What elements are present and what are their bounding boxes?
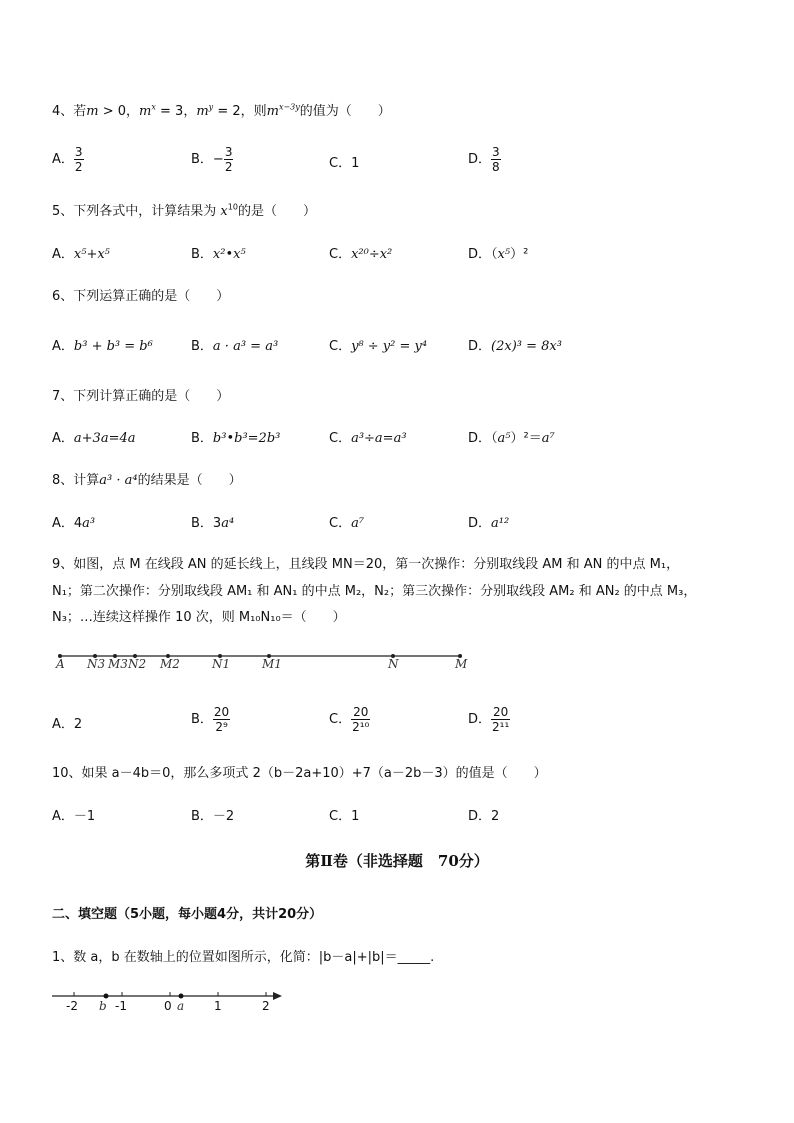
q7-option-c: C．a³÷a=a³	[329, 431, 407, 446]
q5-stem: 5、下列各式中，计算结果为 $x^{10}$的是（ ）	[52, 202, 316, 219]
q4-option-d: D． $\frac{3}{8}$	[468, 145, 500, 174]
q9-option-b: B． $\frac{20}{\text{2⁹}}$	[191, 705, 230, 734]
q9-segment-figure	[0, 640, 794, 680]
q7-stem: 7、下列计算正确的是（ ）	[52, 389, 230, 404]
section-2-title: 第Ⅱ卷（非选择题 70分）	[305, 852, 489, 870]
tick-label-0: 0	[164, 999, 172, 1013]
point-b-label: b	[99, 999, 107, 1013]
tick-label-neg1: -1	[115, 999, 127, 1013]
q8-option-a: A．4a³	[52, 516, 96, 531]
q8-option-d: D．a¹²	[468, 516, 510, 531]
q4-option-a: A． $\frac{3}{2}$	[52, 145, 83, 174]
tick-label-neg2: -2	[66, 999, 78, 1013]
q4-stem: 4、若m > 0，$m^x = 3$，$m^y = 2$，则$m^{x-3y}$的值为（ ）	[52, 102, 391, 119]
q5-option-c: C．x²⁰÷x²	[329, 247, 393, 262]
q6-option-b: B．a · a³ = a³	[191, 339, 279, 354]
q9-line-1: 9、如图，点 M 在线段 AN 的延长线上，且线段 MN＝20，第一次操作：分别取线段 AM 和 AN 的中点 M₁，	[52, 557, 680, 572]
q9-line-2: N₁；第二次操作：分别取线段 AM₁ 和 AN₁ 的中点 M₂，N₂；第三次操作：分别取线段 AM₂ 和 AN₂ 的中点 M₃，	[52, 584, 697, 599]
number-line-arrow	[273, 992, 282, 1000]
tick-label-2: 2	[262, 999, 270, 1013]
point-m2-label: M2	[160, 657, 180, 671]
fill-q1-stem: 1、数 a，b 在数轴上的位置如图所示，化简：|b－a|+|b|＝_____.	[52, 950, 435, 965]
q5-option-d: D．（x⁵）²	[468, 247, 529, 262]
q6-stem: 6、下列运算正确的是（ ）	[52, 289, 230, 304]
point-b-dot	[104, 994, 109, 999]
q4-option-c: C．1	[329, 156, 360, 171]
tick-label-1: 1	[214, 999, 222, 1013]
point-n2-label: N2	[128, 657, 147, 671]
q6-option-c: C．y⁸ ÷ y² = y⁴	[329, 339, 428, 354]
q10-option-a: A．－1	[52, 809, 96, 824]
q9-option-c: C． $\frac{20}{\text{2¹⁰}}$	[329, 705, 370, 734]
point-m1-label: M1	[262, 657, 282, 671]
q4-option-b: B．− $\frac{3}{2}$	[191, 145, 233, 174]
q5-option-b: B．x²•x⁵	[191, 247, 246, 262]
q7-option-a: A．a+3a=4a	[52, 431, 136, 446]
q10-option-b: B．－2	[191, 809, 235, 824]
q9-option-d: D． $\frac{20}{\text{2¹¹}}$	[468, 705, 510, 734]
q10-option-c: C．1	[329, 809, 360, 824]
number-line-figure	[0, 985, 794, 1020]
q10-option-d: D．2	[468, 809, 500, 824]
q8-option-c: C．a⁷	[329, 516, 365, 531]
q9-line-3: N₃；…连续这样操作 10 次，则 M₁₀N₁₀＝（ ）	[52, 610, 346, 625]
point-n1-label: N1	[212, 657, 231, 671]
q7-option-b: B．b³•b³=2b³	[191, 431, 281, 446]
point-a-label-numberline: a	[177, 999, 185, 1013]
q7-option-d: D．（a⁵）²＝a⁷	[468, 431, 555, 446]
q8-option-b: B．3a⁴	[191, 516, 235, 531]
point-n-label: N	[388, 657, 399, 671]
q5-option-a: A．x⁵+x⁵	[52, 247, 110, 262]
fill-in-section-heading: 二、填空题（5小题，每小题4分，共计20分）	[52, 907, 323, 922]
point-a-label: A	[56, 657, 65, 671]
q10-stem: 10、如果 a－4b＝0，那么多项式 2（b－2a+10）+7（a－2b－3）的值是（ ）	[52, 766, 547, 781]
q9-option-a: A．2	[52, 717, 83, 732]
q8-stem: 8、计算a³ · a⁴的结果是（ ）	[52, 473, 242, 488]
q6-option-d: D．(2x)³ = 8x³	[468, 339, 562, 354]
point-m3-label: M3	[108, 657, 128, 671]
q6-option-a: A．b³ + b³ = b⁶	[52, 339, 153, 354]
point-a-dot-numberline	[179, 994, 184, 999]
point-m-label: M	[455, 657, 468, 671]
point-n3-label: N3	[87, 657, 106, 671]
